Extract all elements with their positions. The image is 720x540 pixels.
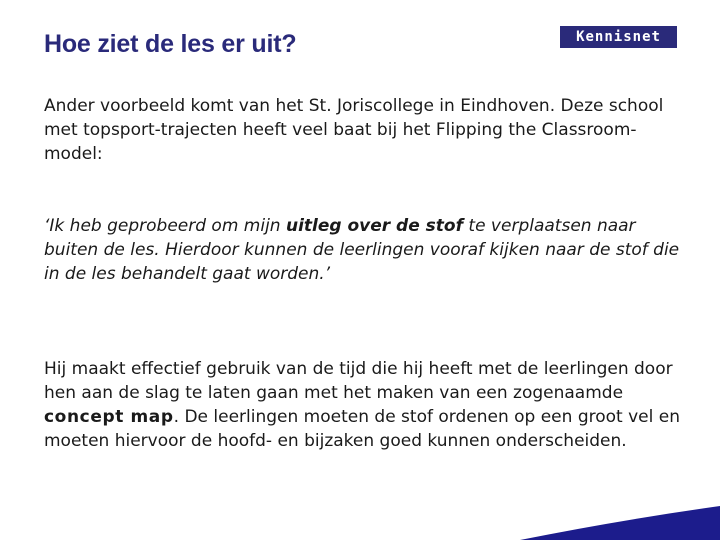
quote-text-start: ‘Ik heb geprobeerd om mijn [44, 216, 286, 236]
kennisnet-logo: Kennisnet [560, 26, 677, 48]
paragraph-text-start: Hij maakt effectief gebruik van de tijd die hij heeft met de leerlingen door hen aan de slag te laten gaan met het maken van een zogenaamde [44, 359, 673, 403]
concept-map-emphasis: concept map [44, 407, 174, 427]
intro-paragraph: Ander voorbeeld komt van het St. Joriscollege in Eindhoven. Deze school met topsport-trajecten heeft veel baat bij het Flipping the Classroom-model: [44, 96, 664, 164]
swoosh-shape [520, 506, 720, 540]
paragraph-text-end: . De leerlingen moeten de stof ordenen op een groot vel en moeten hiervoor de hoofd- en bijzaken goed kunnen onderscheiden. [44, 407, 680, 451]
quote-emphasis: uitleg over de stof [285, 216, 463, 236]
quote-text-end: te verplaatsen naar buiten de les. Hierdoor kunnen de leerlingen vooraf kijken naar de stof die in de les behandelt gaat worden.’ [44, 216, 680, 284]
slide-title: Hoe ziet de les er uit? [44, 30, 297, 58]
